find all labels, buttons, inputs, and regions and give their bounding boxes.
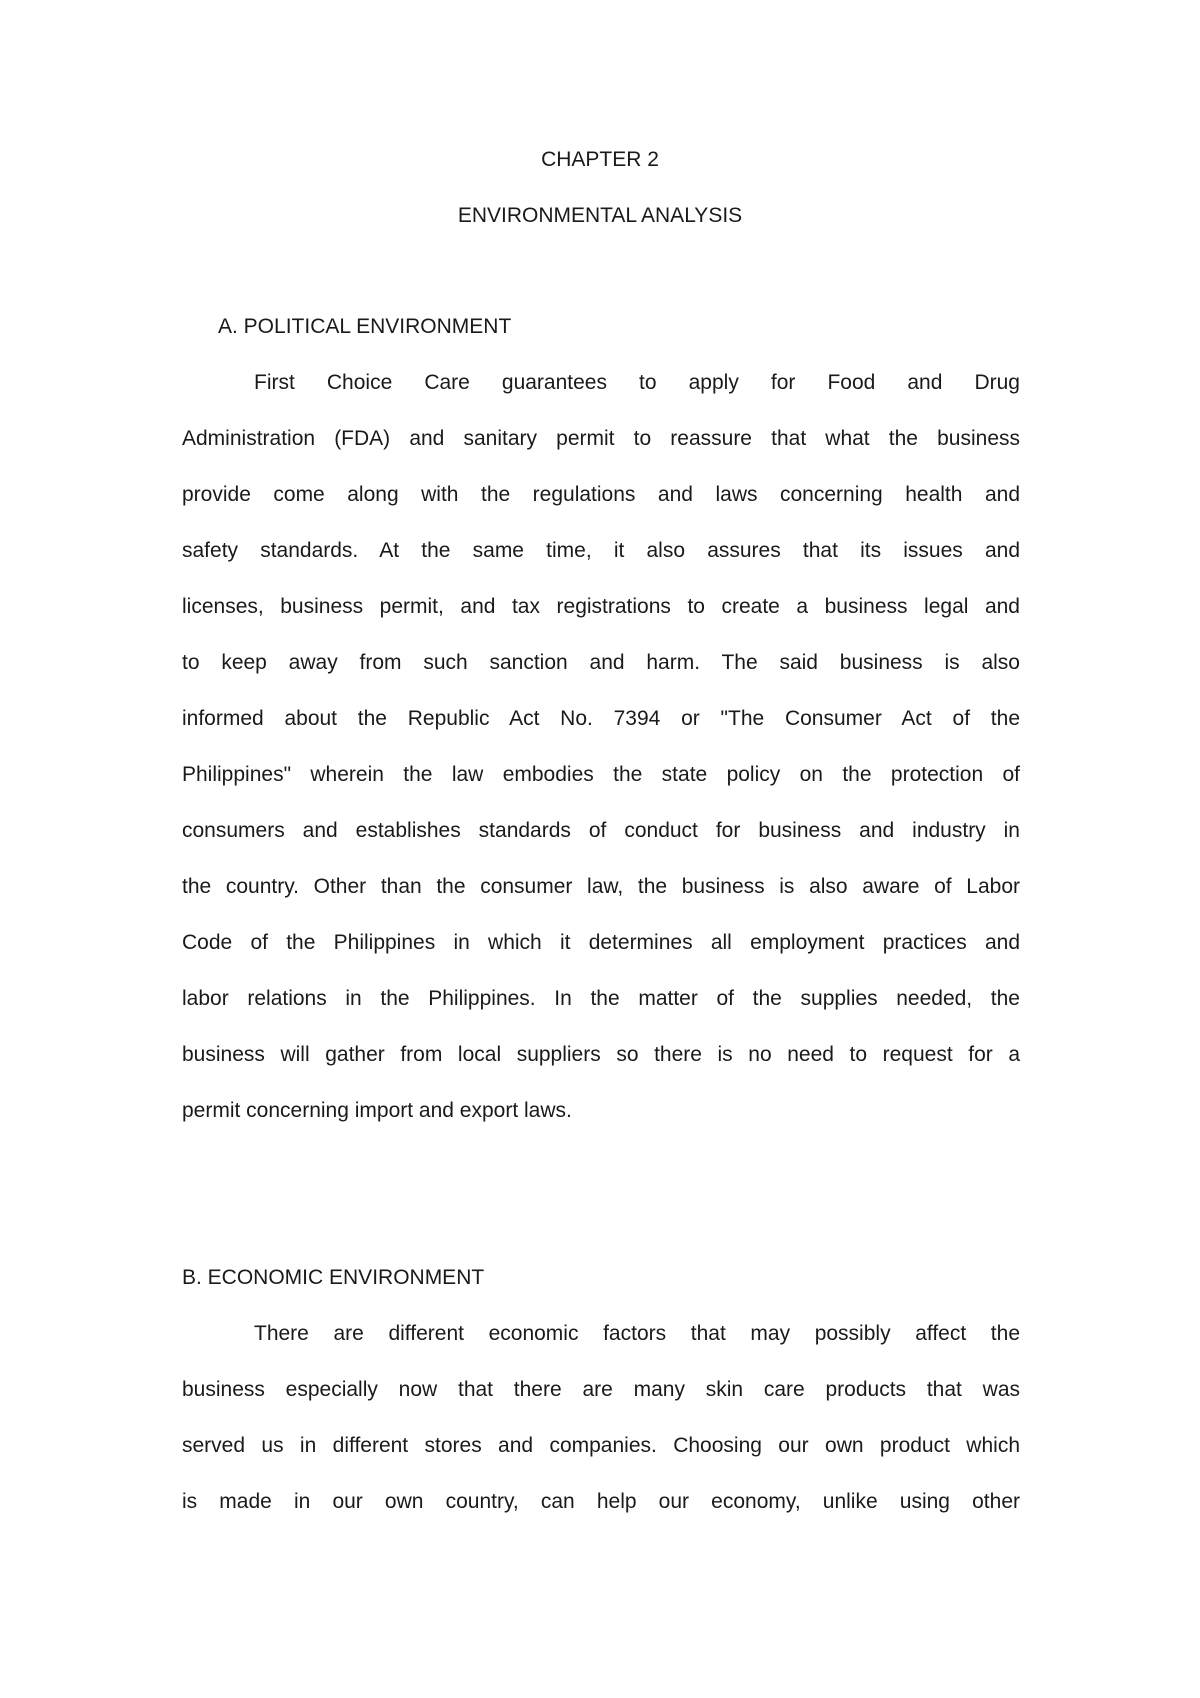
paragraph-line: the country. Other than the consumer law, the business is also aware of Labor: [182, 875, 1020, 898]
paragraph-line: to keep away from such sanction and harm. The said business is also: [182, 651, 1020, 674]
section-heading-political: A. POLITICAL ENVIRONMENT: [218, 315, 512, 338]
paragraph-line: informed about the Republic Act No. 7394 or "The Consumer Act of the: [182, 707, 1020, 730]
paragraph-line: Code of the Philippines in which it determines all employment practices and: [182, 931, 1020, 954]
paragraph-line: labor relations in the Philippines. In the matter of the supplies needed, the: [182, 987, 1020, 1010]
paragraph-line: Administration (FDA) and sanitary permit to reassure that what the business: [182, 427, 1020, 450]
paragraph-line: There are different economic factors that may possibly affect the: [254, 1322, 1020, 1345]
paragraph-line-last: permit concerning import and export laws.: [182, 1099, 572, 1122]
paragraph-line: licenses, business permit, and tax registrations to create a business legal and: [182, 595, 1020, 618]
paragraph-line: business especially now that there are many skin care products that was: [182, 1378, 1020, 1401]
paragraph-line: safety standards. At the same time, it also assures that its issues and: [182, 539, 1020, 562]
paragraph-line: provide come along with the regulations and laws concerning health and: [182, 483, 1020, 506]
chapter-number: CHAPTER 2: [541, 148, 659, 171]
paragraph-line: Philippines" wherein the law embodies the state policy on the protection of: [182, 763, 1020, 786]
section-heading-economic: B. ECONOMIC ENVIRONMENT: [182, 1266, 485, 1289]
paragraph-line: consumers and establishes standards of conduct for business and industry in: [182, 819, 1020, 842]
paragraph-line: served us in different stores and companies. Choosing our own product which: [182, 1434, 1020, 1457]
paragraph-line: is made in our own country, can help our economy, unlike using other: [182, 1490, 1020, 1513]
paragraph-line: business will gather from local suppliers so there is no need to request for a: [182, 1043, 1020, 1066]
paragraph-line: First Choice Care guarantees to apply for Food and Drug: [254, 371, 1020, 394]
chapter-title: ENVIRONMENTAL ANALYSIS: [457, 204, 743, 227]
